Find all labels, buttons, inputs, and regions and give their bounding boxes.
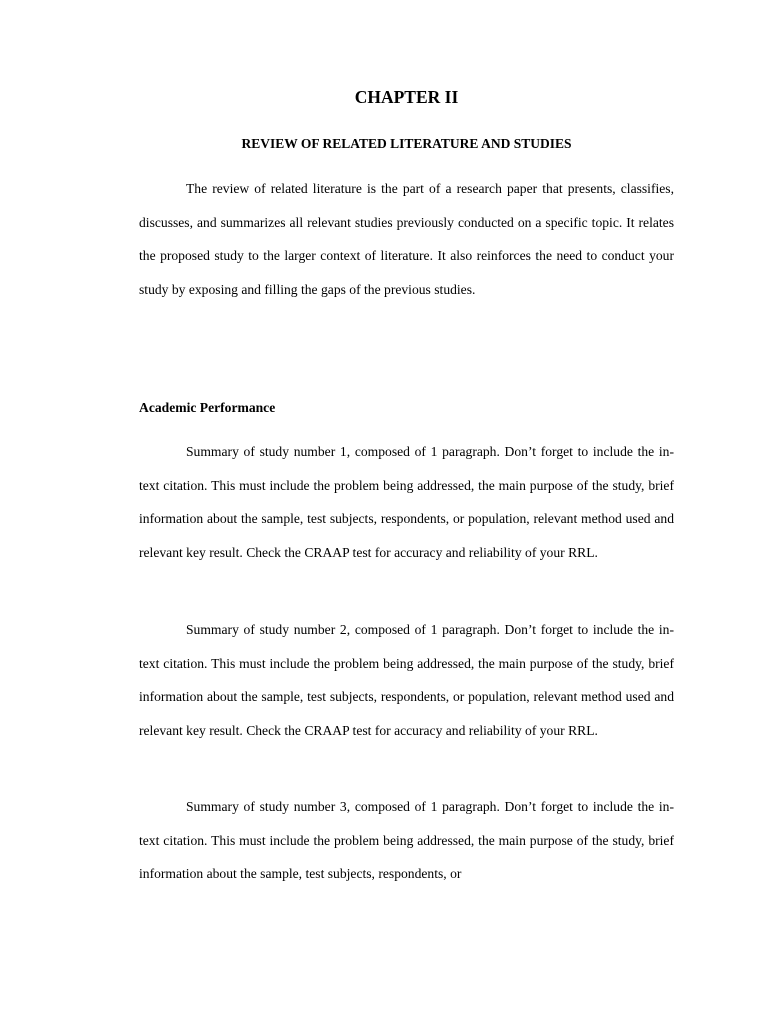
study-summary-paragraph-2: Summary of study number 2, composed of 1 paragraph. Don’t forget to include the in-text citation. This must include the problem being addressed, the main purpose of the study, brief information about the sample, test subjects, respondents, or population, relevant method used and relevant key result. Check the CRAAP test for accuracy and reliability of your RRL. — [139, 622, 674, 738]
chapter-subtitle: REVIEW OF RELATED LITERATURE AND STUDIES — [241, 136, 572, 151]
chapter-title: CHAPTER II — [354, 87, 459, 107]
intro-paragraph: The review of related literature is the part of a research paper that presents, classifies, discusses, and summarizes all relevant studies previously conducted on a specific topic. It relates the proposed study to the larger context of literature. It also reinforces the need to conduct your study by exposing and filling the gaps of the previous studies. — [139, 181, 674, 297]
study-summary-paragraph-1: Summary of study number 1, composed of 1 paragraph. Don’t forget to include the in-text citation. This must include the problem being addressed, the main purpose of the study, brief information about the sample, test subjects, respondents, or population, relevant method used and relevant key result. Check the CRAAP test for accuracy and reliability of your RRL. — [139, 444, 674, 560]
section-heading: Academic Performance — [139, 400, 276, 415]
study-summary-paragraph-3: Summary of study number 3, composed of 1 paragraph. Don’t forget to include the in-text citation. This must include the problem being addressed, the main purpose of the study, brief information about the sample, test subjects, respondents, or — [139, 799, 674, 882]
